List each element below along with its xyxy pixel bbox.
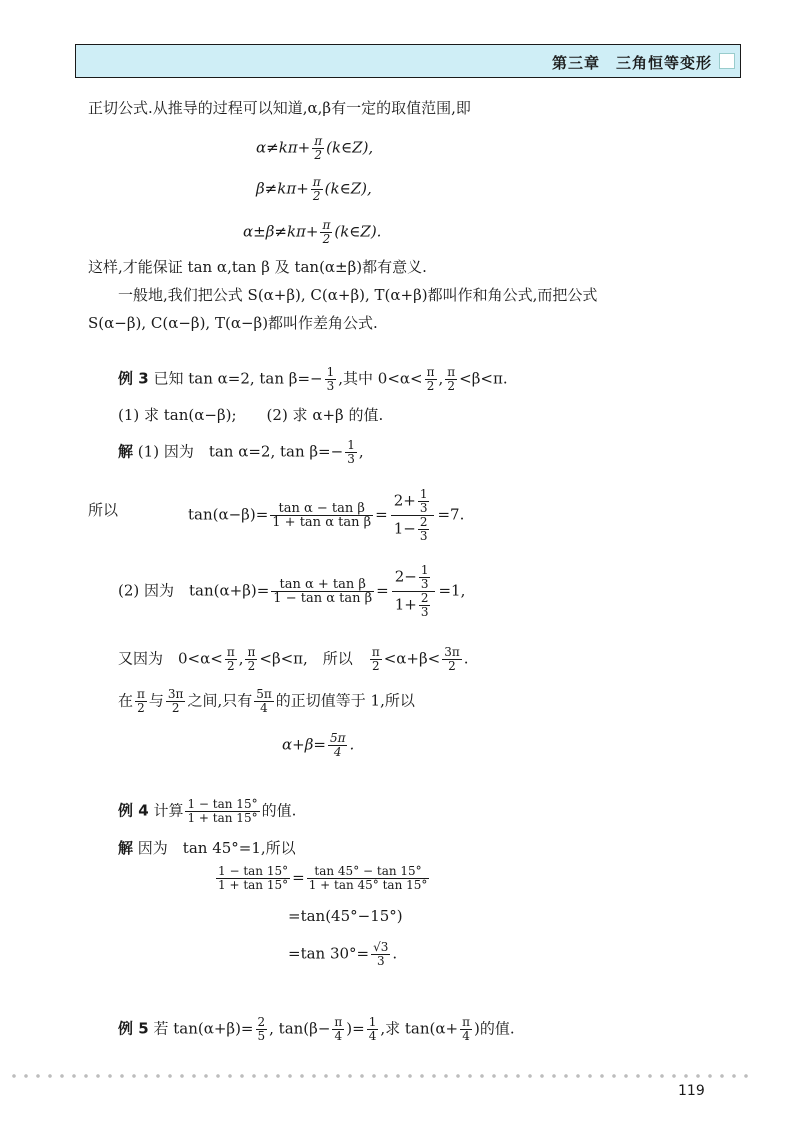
formula-paragraph-line2: S(α−β), C(α−β), T(α−β)都叫作差角公式. <box>88 314 378 332</box>
ex4-line2: =tan(45°−15°) <box>288 907 403 925</box>
fraction: $\frac{\pi}{2}$ <box>371 645 380 673</box>
example-3-solution-start: 解 (1) 因为 tan α=2, tan β=− $\frac{1}{3}$ , <box>118 438 364 466</box>
fraction: $\frac{2}{5}$ <box>257 1015 266 1043</box>
fraction: $\frac{1}{3}$ <box>326 365 335 393</box>
condition-sum: α±β≠kπ+ $\frac{\pi}{2}$ (k∈Z). <box>243 218 382 246</box>
chapter-header-bar <box>75 44 741 78</box>
intro-paragraph: 正切公式.从推导的过程可以知道,α,β有一定的取值范围,即 <box>88 99 471 117</box>
example-4-solution-start: 解 因为 tan 45°=1,所以 <box>118 839 296 857</box>
chapter-title: 第三章 三角恒等变形 <box>551 54 712 72</box>
so-label: 所以 <box>88 501 119 519</box>
fraction: $\frac{3\pi}{2}$ <box>167 687 184 715</box>
page-number: 119 <box>678 1083 705 1099</box>
fraction: $\frac{\pi}{4}$ <box>334 1015 343 1043</box>
step4-interval: 在 $\frac{\pi}{2}$ 与 $\frac{3\pi}{2}$ 之间,只有 $\frac{5\pi}{4}$ 的正切值等于 1,所以 <box>118 687 415 715</box>
fraction: $\frac{\pi}{2}$ <box>137 687 145 715</box>
solution-label: 解 <box>118 839 134 857</box>
condition-beta: β≠kπ+ $\frac{\pi}{2}$ (k∈Z), <box>256 175 372 203</box>
fraction: $\frac{\pi}{4}$ <box>462 1015 470 1043</box>
compound-fraction: 2− $\frac{1}{3}$ 1+ $\frac{2}{3}$ <box>392 564 436 619</box>
step2-equation: (2) 因为 tan(α+β)= $\frac{\text{tan α + tan β}}{\text{1 − tan α tan β}}$ = 2− $\frac{1}{3}$ 1+ $\frac{2}{3}$ =1, <box>118 563 466 619</box>
footer-dotted-rule <box>8 1073 748 1079</box>
example-label: 例 3 <box>118 369 149 388</box>
fraction: $\frac{1}{3}$ <box>347 438 355 466</box>
fraction: $\frac{√3}{3}$ <box>373 940 389 968</box>
compound-fraction: 2+ $\frac{1}{3}$ 1− $\frac{2}{3}$ <box>391 488 435 543</box>
fraction: $\frac{\pi}{2}$ <box>322 218 331 246</box>
step3-range: 又因为 0<α< $\frac{\pi}{2}$ , $\frac{\pi}{2}$ <β<π, 所以 $\frac{\pi}{2}$ <α+β< $\frac{3\pi}{2}$ . <box>118 645 469 673</box>
fraction: $\frac{\pi}{2}$ <box>226 645 235 673</box>
header-square-icon <box>719 53 735 69</box>
fraction: $\frac{\tan 45^\circ - \tan 15^\circ}{1 + \tan 45^\circ \tan 15^\circ}$ <box>308 864 428 892</box>
example-label: 例 5 <box>118 1019 149 1038</box>
fraction: $\frac{\pi}{2}$ <box>314 134 323 162</box>
example-5-statement: 例 5 若 tan(α+β)= $\frac{2}{5}$ , tan(β− $\frac{\pi}{4}$ )= $\frac{1}{4}$ ,求 tan(α+ $\frac{\pi}{4}$ )的值. <box>118 1015 515 1043</box>
fraction: $\frac{1 - \tan 15^\circ}{1 + \tan 15^\circ}$ <box>218 864 289 892</box>
fraction: $\frac{\text{tan α − tan β}}{\text{1 + tan α tan β}}$ <box>272 501 372 530</box>
example-3-questions: (1) 求 tan(α−β); (2) 求 α+β 的值. <box>118 406 384 424</box>
example-3-statement: 例 3 已知 tan α=2, tan β=− $\frac{1}{3}$ ,其中 0<α< $\frac{\pi}{2}$ , $\frac{\pi}{2}$ <β<π. <box>118 365 508 393</box>
example-label: 例 4 <box>118 801 149 820</box>
formula-paragraph-line1: 一般地,我们把公式 S(α+β), C(α+β), T(α+β)都叫作和角公式,而把公式 <box>118 286 598 304</box>
meaning-paragraph: 这样,才能保证 tan α,tan β 及 tan(α±β)都有意义. <box>88 258 427 276</box>
ex4-line3: =tan 30°= $\frac{√3}{3}$ . <box>288 940 398 968</box>
fraction: $\frac{\pi}{2}$ <box>426 365 435 393</box>
fraction: $\frac{1 - \tan 15^\circ}{1 + \tan 15^\circ}$ <box>187 797 258 825</box>
fraction: $\frac{\pi}{2}$ <box>247 645 256 673</box>
fraction: $\frac{5\pi}{4}$ <box>256 687 272 715</box>
ex4-line1: $\frac{1 - \tan 15^\circ}{1 + \tan 15^\circ}$ = $\frac{\tan 45^\circ - \tan 15^\circ}{1 + \tan 45^\circ \tan 15^\circ}$ <box>218 864 428 892</box>
condition-alpha: α≠kπ+ $\frac{\pi}{2}$ (k∈Z), <box>256 134 374 162</box>
solution-label: 解 <box>118 442 134 461</box>
step5-result: α+β= $\frac{5\pi}{4}$ . <box>282 731 355 759</box>
step1-equation: tan(α−β)= $\frac{\text{tan α − tan β}}{\text{1 + tan α tan β}}$ = 2+ $\frac{1}{3}$ 1− $\frac{2}{3}$ =7. <box>188 487 465 543</box>
example-4-statement: 例 4 计算 $\frac{1 - \tan 15^\circ}{1 + \tan 15^\circ}$ 的值. <box>118 797 297 825</box>
fraction: $\frac{1}{4}$ <box>368 1015 377 1043</box>
fraction: $\frac{5\pi}{4}$ <box>329 731 346 759</box>
fraction: $\frac{3\pi}{2}$ <box>444 645 460 673</box>
fraction: $\frac{\pi}{2}$ <box>447 365 456 393</box>
fraction: $\frac{\text{tan α + tan β}}{\text{1 − tan α tan β}}$ <box>273 577 373 606</box>
fraction: $\frac{\pi}{2}$ <box>312 175 321 203</box>
